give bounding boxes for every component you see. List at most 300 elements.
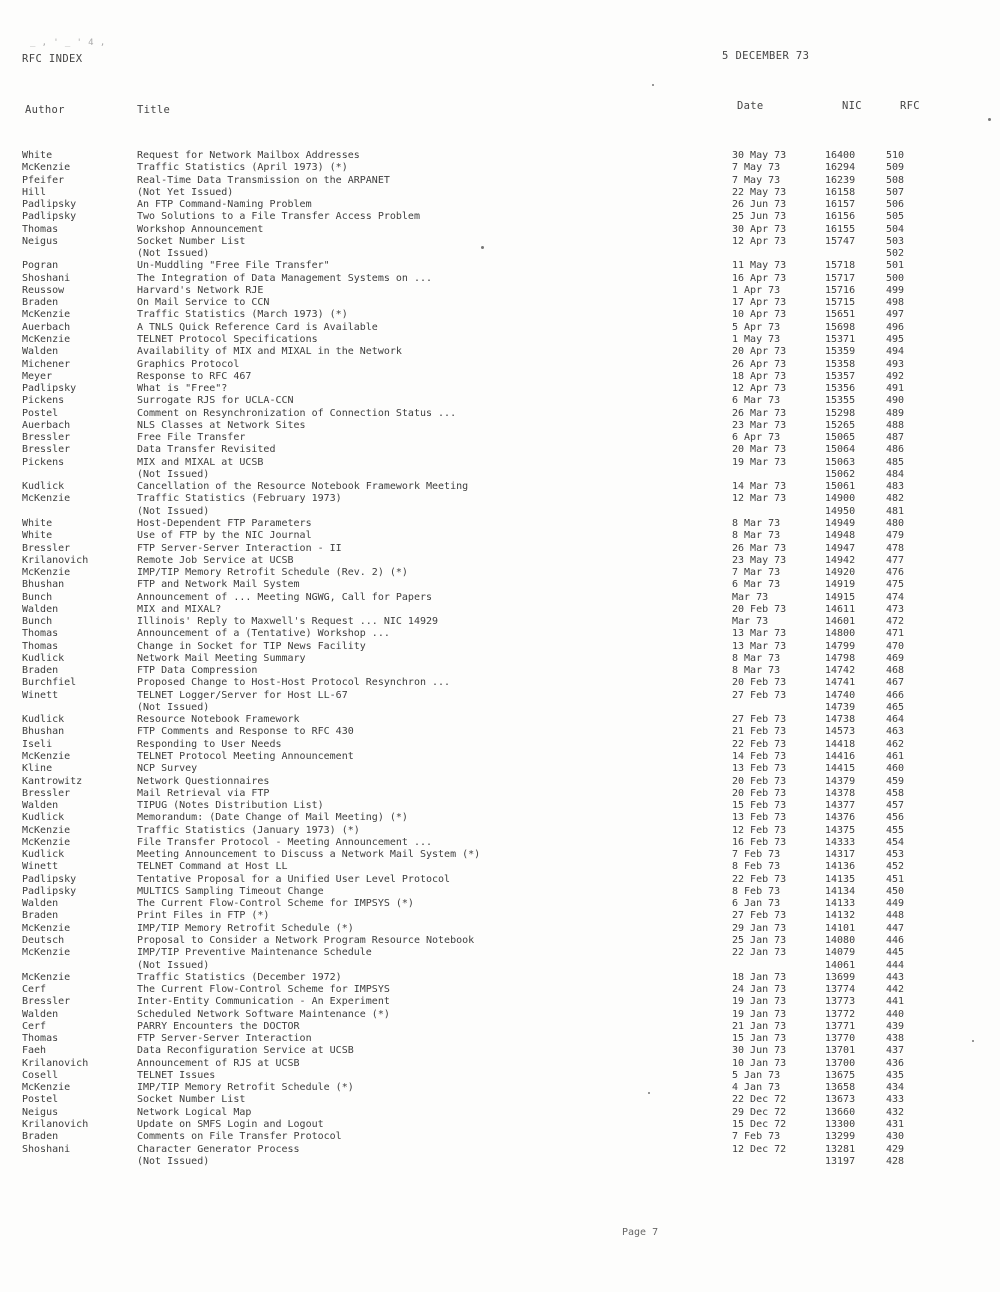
nic-cell: 15355 bbox=[825, 395, 856, 407]
title-cell: On Mail Service to CCN bbox=[137, 297, 270, 309]
title-cell: NCP Survey bbox=[137, 763, 198, 775]
author-cell: White bbox=[22, 530, 53, 542]
rfc-cell: 441 bbox=[886, 996, 905, 1008]
author-cell: Winett bbox=[22, 861, 59, 873]
nic-cell: 13197 bbox=[825, 1155, 856, 1167]
rfc-cell: 501 bbox=[886, 260, 905, 272]
title-cell: Remote Job Service at UCSB bbox=[137, 554, 294, 566]
author-cell: Walden bbox=[22, 800, 59, 812]
rfc-cell: 457 bbox=[886, 800, 905, 812]
nic-cell: 14101 bbox=[825, 922, 856, 934]
title-cell: (Not Issued) bbox=[137, 1155, 210, 1167]
table-row bbox=[0, 751, 1000, 763]
author-cell: Shoshani bbox=[22, 272, 71, 284]
table-row bbox=[0, 567, 1000, 579]
date-cell: 23 May 73 bbox=[732, 554, 787, 566]
date-cell: 20 Apr 73 bbox=[732, 346, 787, 358]
nic-cell: 16158 bbox=[825, 186, 856, 198]
nic-cell: 14739 bbox=[825, 701, 856, 713]
title-cell: File Transfer Protocol - Meeting Announcement ... bbox=[137, 836, 433, 848]
date-cell: 20 Feb 73 bbox=[732, 677, 787, 689]
author-cell: Kudlick bbox=[22, 652, 65, 664]
table-row bbox=[0, 739, 1000, 751]
title-cell: FTP Data Compression bbox=[137, 665, 258, 677]
title-cell: A TNLS Quick Reference Card is Available bbox=[137, 321, 378, 333]
title-cell: IMP/TIP Memory Retrofit Schedule (*) bbox=[137, 922, 354, 934]
date-cell: 6 Mar 73 bbox=[732, 579, 781, 591]
date-cell: 8 Feb 73 bbox=[732, 861, 781, 873]
author-cell: Shoshani bbox=[22, 1143, 71, 1155]
date-cell: 12 Apr 73 bbox=[732, 383, 787, 395]
rfc-cell: 478 bbox=[886, 542, 905, 554]
title-cell: TELNET Command at Host LL bbox=[137, 861, 288, 873]
title-cell: (Not Issued) bbox=[137, 468, 210, 480]
nic-cell: 14418 bbox=[825, 738, 856, 750]
date-cell: 5 Apr 73 bbox=[732, 321, 781, 333]
rfc-cell: 496 bbox=[886, 321, 905, 333]
author-cell: Thomas bbox=[22, 1033, 59, 1045]
author-cell: Braden bbox=[22, 297, 59, 309]
rfc-cell: 460 bbox=[886, 763, 905, 775]
table-row bbox=[0, 763, 1000, 775]
title-cell: An FTP Command-Naming Problem bbox=[137, 199, 312, 211]
author-cell: Bressler bbox=[22, 432, 71, 444]
nic-cell: 13300 bbox=[825, 1118, 856, 1130]
scan-speck bbox=[652, 84, 654, 86]
nic-cell: 16239 bbox=[825, 174, 856, 186]
date-cell: 24 Jan 73 bbox=[732, 984, 787, 996]
title-cell: FTP Comments and Response to RFC 430 bbox=[137, 726, 354, 738]
nic-cell: 16156 bbox=[825, 211, 856, 223]
table-row bbox=[0, 837, 1000, 849]
nic-cell: 13770 bbox=[825, 1033, 856, 1045]
nic-cell: 14379 bbox=[825, 775, 856, 787]
table-row bbox=[0, 334, 1000, 346]
title-cell: Free File Transfer bbox=[137, 432, 246, 444]
author-cell: McKenzie bbox=[22, 309, 71, 321]
title-cell: Socket Number List bbox=[137, 1094, 246, 1106]
date-cell: 27 Feb 73 bbox=[732, 689, 787, 701]
table-row bbox=[0, 812, 1000, 824]
rfc-cell: 442 bbox=[886, 984, 905, 996]
table-row bbox=[0, 923, 1000, 935]
nic-cell: 15358 bbox=[825, 358, 856, 370]
author-cell: McKenzie bbox=[22, 971, 71, 983]
rfc-cell: 461 bbox=[886, 751, 905, 763]
table-row bbox=[0, 641, 1000, 653]
rfc-cell: 438 bbox=[886, 1033, 905, 1045]
title-cell: Harvard's Network RJE bbox=[137, 284, 264, 296]
table-row bbox=[0, 187, 1000, 199]
scan-speck bbox=[648, 1092, 650, 1094]
nic-cell: 14915 bbox=[825, 591, 856, 603]
author-cell: Bunch bbox=[22, 616, 53, 628]
rfc-cell: 469 bbox=[886, 652, 905, 664]
rfc-cell: 510 bbox=[886, 150, 905, 161]
author-cell: Kudlick bbox=[22, 481, 65, 493]
author-cell: Bressler bbox=[22, 996, 71, 1008]
rfc-cell: 468 bbox=[886, 665, 905, 677]
table-row bbox=[0, 371, 1000, 383]
date-cell: 19 Jan 73 bbox=[732, 1008, 787, 1020]
rfc-cell: 480 bbox=[886, 517, 905, 529]
title-cell: (Not Issued) bbox=[137, 248, 210, 260]
author-cell: Bhushan bbox=[22, 726, 65, 738]
date-cell: 26 Jun 73 bbox=[732, 199, 787, 211]
author-cell: Walden bbox=[22, 1008, 59, 1020]
author-cell: Krilanovich bbox=[22, 554, 89, 566]
rfc-cell: 467 bbox=[886, 677, 905, 689]
date-cell: 5 Jan 73 bbox=[732, 1069, 781, 1081]
nic-cell: 13773 bbox=[825, 996, 856, 1008]
title-cell: FTP Server-Server Interaction bbox=[137, 1033, 312, 1045]
rfc-cell: 509 bbox=[886, 162, 905, 174]
table-row bbox=[0, 898, 1000, 910]
nic-cell: 14415 bbox=[825, 763, 856, 775]
date-cell: 12 Feb 73 bbox=[732, 824, 787, 836]
nic-cell: 14377 bbox=[825, 800, 856, 812]
rfc-cell: 452 bbox=[886, 861, 905, 873]
date-cell: 22 May 73 bbox=[732, 186, 787, 198]
table-row bbox=[0, 1009, 1000, 1021]
title-cell: What is "Free"? bbox=[137, 383, 228, 395]
table-row bbox=[0, 947, 1000, 959]
nic-cell: 15747 bbox=[825, 235, 856, 247]
table-row bbox=[0, 579, 1000, 591]
date-cell: 26 Mar 73 bbox=[732, 407, 787, 419]
author-cell: Kudlick bbox=[22, 849, 65, 861]
column-header-title: Title bbox=[137, 104, 171, 116]
date-cell: 22 Feb 73 bbox=[732, 738, 787, 750]
date-cell: 19 Jan 73 bbox=[732, 996, 787, 1008]
nic-cell: 15065 bbox=[825, 432, 856, 444]
author-cell: Bressler bbox=[22, 542, 71, 554]
title-cell: Workshop Announcement bbox=[137, 223, 264, 235]
title-cell: Graphics Protocol bbox=[137, 358, 240, 370]
rfc-cell: 499 bbox=[886, 284, 905, 296]
nic-cell: 14573 bbox=[825, 726, 856, 738]
title-cell: TELNET Issues bbox=[137, 1069, 216, 1081]
rfc-cell: 434 bbox=[886, 1082, 905, 1094]
date-cell: 15 Feb 73 bbox=[732, 800, 787, 812]
title-cell: (Not Issued) bbox=[137, 959, 210, 971]
author-cell: Pogran bbox=[22, 260, 59, 272]
rfc-cell: 433 bbox=[886, 1094, 905, 1106]
author-cell: Meyer bbox=[22, 370, 53, 382]
table-row bbox=[0, 175, 1000, 187]
column-header-rfc: RFC bbox=[900, 100, 920, 112]
date-cell: 15 Dec 72 bbox=[732, 1118, 787, 1130]
author-cell: Neigus bbox=[22, 235, 59, 247]
table-row bbox=[0, 1094, 1000, 1106]
nic-cell: 15064 bbox=[825, 444, 856, 456]
nic-cell: 15062 bbox=[825, 468, 856, 480]
date-cell: 8 Feb 73 bbox=[732, 885, 781, 897]
author-cell: Padlipsky bbox=[22, 873, 77, 885]
table-row bbox=[0, 996, 1000, 1008]
nic-cell: 13699 bbox=[825, 971, 856, 983]
table-row bbox=[0, 395, 1000, 407]
author-cell: Hill bbox=[22, 186, 47, 198]
nic-cell: 16294 bbox=[825, 162, 856, 174]
table-row bbox=[0, 616, 1000, 628]
date-cell: 26 Apr 73 bbox=[732, 358, 787, 370]
title-cell: Traffic Statistics (January 1973) (*) bbox=[137, 824, 360, 836]
rfc-cell: 487 bbox=[886, 432, 905, 444]
table-row bbox=[0, 604, 1000, 616]
rfc-cell: 508 bbox=[886, 174, 905, 186]
title-cell: Comments on File Transfer Protocol bbox=[137, 1131, 342, 1143]
nic-cell: 15716 bbox=[825, 284, 856, 296]
nic-cell: 14611 bbox=[825, 603, 856, 615]
table-row bbox=[0, 469, 1000, 481]
table-row bbox=[0, 726, 1000, 738]
title-cell: Announcement of RJS at UCSB bbox=[137, 1057, 300, 1069]
date-cell: 29 Jan 73 bbox=[732, 922, 787, 934]
table-row bbox=[0, 530, 1000, 542]
nic-cell: 14135 bbox=[825, 873, 856, 885]
table-row bbox=[0, 1156, 1000, 1168]
table-row bbox=[0, 984, 1000, 996]
date-cell: 18 Apr 73 bbox=[732, 370, 787, 382]
title-cell: Print Files in FTP (*) bbox=[137, 910, 270, 922]
nic-cell: 15371 bbox=[825, 333, 856, 345]
table-row bbox=[0, 800, 1000, 812]
author-cell: Faeh bbox=[22, 1045, 47, 1057]
table-row bbox=[0, 1021, 1000, 1033]
nic-cell: 14136 bbox=[825, 861, 856, 873]
author-cell: Kantrowitz bbox=[22, 775, 83, 787]
author-cell: Pickens bbox=[22, 395, 65, 407]
table-row bbox=[0, 248, 1000, 260]
author-cell: Pickens bbox=[22, 456, 65, 468]
rfc-cell: 491 bbox=[886, 383, 905, 395]
column-header-nic: NIC bbox=[842, 100, 862, 112]
rfc-cell: 431 bbox=[886, 1118, 905, 1130]
title-cell: Scheduled Network Software Maintenance (*) bbox=[137, 1008, 390, 1020]
title-cell: (Not Yet Issued) bbox=[137, 186, 234, 198]
date-cell: 22 Feb 73 bbox=[732, 873, 787, 885]
rfc-cell: 481 bbox=[886, 505, 905, 517]
table-row bbox=[0, 506, 1000, 518]
rfc-cell: 505 bbox=[886, 211, 905, 223]
rfc-cell: 490 bbox=[886, 395, 905, 407]
nic-cell: 13675 bbox=[825, 1069, 856, 1081]
author-cell: Deutsch bbox=[22, 935, 65, 946]
author-cell: Thomas bbox=[22, 223, 59, 235]
table-row bbox=[0, 518, 1000, 530]
date-cell: 6 Mar 73 bbox=[732, 395, 781, 407]
author-cell: Neigus bbox=[22, 1106, 59, 1118]
rfc-cell: 482 bbox=[886, 493, 905, 505]
title-cell: Resource Notebook Framework bbox=[137, 714, 300, 726]
author-cell: Cerf bbox=[22, 1020, 47, 1032]
table-row bbox=[0, 874, 1000, 886]
author-cell: Auerbach bbox=[22, 419, 71, 431]
nic-cell: 15357 bbox=[825, 370, 856, 382]
table-row bbox=[0, 1070, 1000, 1082]
author-cell: Winett bbox=[22, 689, 59, 701]
nic-cell: 13772 bbox=[825, 1008, 856, 1020]
title-cell: The Current Flow-Control Scheme for IMPSYS bbox=[137, 984, 390, 996]
rfc-cell: 498 bbox=[886, 297, 905, 309]
rfc-cell: 503 bbox=[886, 235, 905, 247]
date-cell: 17 Apr 73 bbox=[732, 297, 787, 309]
title-cell: Traffic Statistics (February 1973) bbox=[137, 493, 342, 505]
author-cell: Cerf bbox=[22, 984, 47, 996]
author-cell: McKenzie bbox=[22, 751, 71, 763]
date-cell: 10 Apr 73 bbox=[732, 309, 787, 321]
date-cell: 14 Mar 73 bbox=[732, 481, 787, 493]
author-cell: Krilanovich bbox=[22, 1118, 89, 1130]
rfc-cell: 444 bbox=[886, 959, 905, 971]
title-cell: Request for Network Mailbox Addresses bbox=[137, 150, 360, 161]
title-cell: (Not Issued) bbox=[137, 505, 210, 517]
date-cell: 25 Jun 73 bbox=[732, 211, 787, 223]
nic-cell: 15651 bbox=[825, 309, 856, 321]
table-row bbox=[0, 322, 1000, 334]
table-row bbox=[0, 861, 1000, 873]
date-cell: 12 Apr 73 bbox=[732, 235, 787, 247]
rfc-cell: 465 bbox=[886, 701, 905, 713]
table-row bbox=[0, 592, 1000, 604]
table-row bbox=[0, 714, 1000, 726]
rfc-cell: 494 bbox=[886, 346, 905, 358]
nic-cell: 14601 bbox=[825, 616, 856, 628]
date-cell: 20 Feb 73 bbox=[732, 775, 787, 787]
title-cell: Data Transfer Revisited bbox=[137, 444, 276, 456]
author-cell: Michener bbox=[22, 358, 71, 370]
table-row bbox=[0, 432, 1000, 444]
author-cell: McKenzie bbox=[22, 333, 71, 345]
author-cell: Walden bbox=[22, 346, 59, 358]
author-cell: McKenzie bbox=[22, 922, 71, 934]
date-cell: Mar 73 bbox=[732, 591, 769, 603]
rfc-cell: 493 bbox=[886, 358, 905, 370]
date-cell: 7 Feb 73 bbox=[732, 849, 781, 861]
table-row bbox=[0, 702, 1000, 714]
nic-cell: 13701 bbox=[825, 1045, 856, 1057]
title-cell: Un-Muddling "Free File Transfer" bbox=[137, 260, 330, 272]
title-cell: IMP/TIP Memory Retrofit Schedule (Rev. 2) (*) bbox=[137, 567, 408, 579]
date-cell: 13 Feb 73 bbox=[732, 763, 787, 775]
author-cell: Pfeifer bbox=[22, 174, 65, 186]
title-cell: Network Questionnaires bbox=[137, 775, 270, 787]
rfc-cell: 439 bbox=[886, 1020, 905, 1032]
rfc-cell: 479 bbox=[886, 530, 905, 542]
nic-cell: 14919 bbox=[825, 579, 856, 591]
title-cell: MULTICS Sampling Timeout Change bbox=[137, 885, 324, 897]
author-cell: Bressler bbox=[22, 444, 71, 456]
rfc-cell: 488 bbox=[886, 419, 905, 431]
document-date: 5 DECEMBER 73 bbox=[722, 50, 810, 62]
nic-cell: 14376 bbox=[825, 812, 856, 824]
column-header-author: Author bbox=[25, 104, 65, 116]
title-cell: Host-Dependent FTP Parameters bbox=[137, 517, 312, 529]
date-cell: 1 May 73 bbox=[732, 333, 781, 345]
table-row bbox=[0, 849, 1000, 861]
author-cell: Krilanovich bbox=[22, 1057, 89, 1069]
title-cell: Proposal to Consider a Network Program Resource Notebook bbox=[137, 935, 475, 946]
author-cell: Kudlick bbox=[22, 714, 65, 726]
nic-cell: 14799 bbox=[825, 640, 856, 652]
date-cell: 30 May 73 bbox=[732, 150, 787, 161]
title-cell: Traffic Statistics (April 1973) (*) bbox=[137, 162, 348, 174]
nic-cell: 15063 bbox=[825, 456, 856, 468]
rfc-cell: 489 bbox=[886, 407, 905, 419]
table-row bbox=[0, 1033, 1000, 1045]
nic-cell: 14133 bbox=[825, 898, 856, 910]
rfc-cell: 435 bbox=[886, 1069, 905, 1081]
nic-cell: 14317 bbox=[825, 849, 856, 861]
title-cell: Use of FTP by the NIC Journal bbox=[137, 530, 312, 542]
title-cell: Proposed Change to Host-Host Protocol Resynchron ... bbox=[137, 677, 451, 689]
date-cell: 23 Mar 73 bbox=[732, 419, 787, 431]
scan-speck bbox=[481, 246, 484, 249]
author-cell: McKenzie bbox=[22, 493, 71, 505]
title-cell: Data Reconfiguration Service at UCSB bbox=[137, 1045, 354, 1057]
title-cell: Memorandum: (Date Change of Mail Meeting) (*) bbox=[137, 812, 408, 824]
table-row bbox=[0, 555, 1000, 567]
title-cell: Network Mail Meeting Summary bbox=[137, 652, 306, 664]
table-row bbox=[0, 273, 1000, 285]
title-cell: Network Logical Map bbox=[137, 1106, 252, 1118]
date-cell: 30 Jun 73 bbox=[732, 1045, 787, 1057]
title-cell: Tentative Proposal for a Unified User Level Protocol bbox=[137, 873, 451, 885]
nic-cell: 15717 bbox=[825, 272, 856, 284]
author-cell: Padlipsky bbox=[22, 885, 77, 897]
rfc-cell: 475 bbox=[886, 579, 905, 591]
title-cell: Update on SMFS Login and Logout bbox=[137, 1118, 324, 1130]
rfc-cell: 471 bbox=[886, 628, 905, 640]
rfc-cell: 436 bbox=[886, 1057, 905, 1069]
table-row bbox=[0, 543, 1000, 555]
table-row bbox=[0, 1058, 1000, 1070]
nic-cell: 14378 bbox=[825, 787, 856, 799]
nic-cell: 16400 bbox=[825, 150, 856, 161]
table-row bbox=[0, 653, 1000, 665]
table-row bbox=[0, 297, 1000, 309]
rfc-cell: 446 bbox=[886, 935, 905, 946]
table-row bbox=[0, 285, 1000, 297]
nic-cell: 14079 bbox=[825, 947, 856, 959]
nic-cell: 15356 bbox=[825, 383, 856, 395]
nic-cell: 13658 bbox=[825, 1082, 856, 1094]
author-cell: McKenzie bbox=[22, 836, 71, 848]
date-cell: 16 Apr 73 bbox=[732, 272, 787, 284]
rfc-cell: 485 bbox=[886, 456, 905, 468]
nic-cell: 14900 bbox=[825, 493, 856, 505]
nic-cell: 14950 bbox=[825, 505, 856, 517]
rfc-cell: 486 bbox=[886, 444, 905, 456]
author-cell: Bressler bbox=[22, 787, 71, 799]
title-cell: TELNET Protocol Specifications bbox=[137, 333, 318, 345]
scan-speck bbox=[988, 118, 991, 121]
author-cell: Thomas bbox=[22, 640, 59, 652]
rfc-cell: 448 bbox=[886, 910, 905, 922]
table-row bbox=[0, 935, 1000, 947]
title-cell: TELNET Protocol Meeting Announcement bbox=[137, 751, 354, 763]
nic-cell: 14948 bbox=[825, 530, 856, 542]
title-cell: Announcement of ... Meeting NGWG, Call for Papers bbox=[137, 591, 433, 603]
nic-cell: 15698 bbox=[825, 321, 856, 333]
nic-cell: 14798 bbox=[825, 652, 856, 664]
table-row bbox=[0, 346, 1000, 358]
date-cell: 12 Dec 72 bbox=[732, 1143, 787, 1155]
rfc-cell: 470 bbox=[886, 640, 905, 652]
author-cell: White bbox=[22, 517, 53, 529]
table-row bbox=[0, 420, 1000, 432]
